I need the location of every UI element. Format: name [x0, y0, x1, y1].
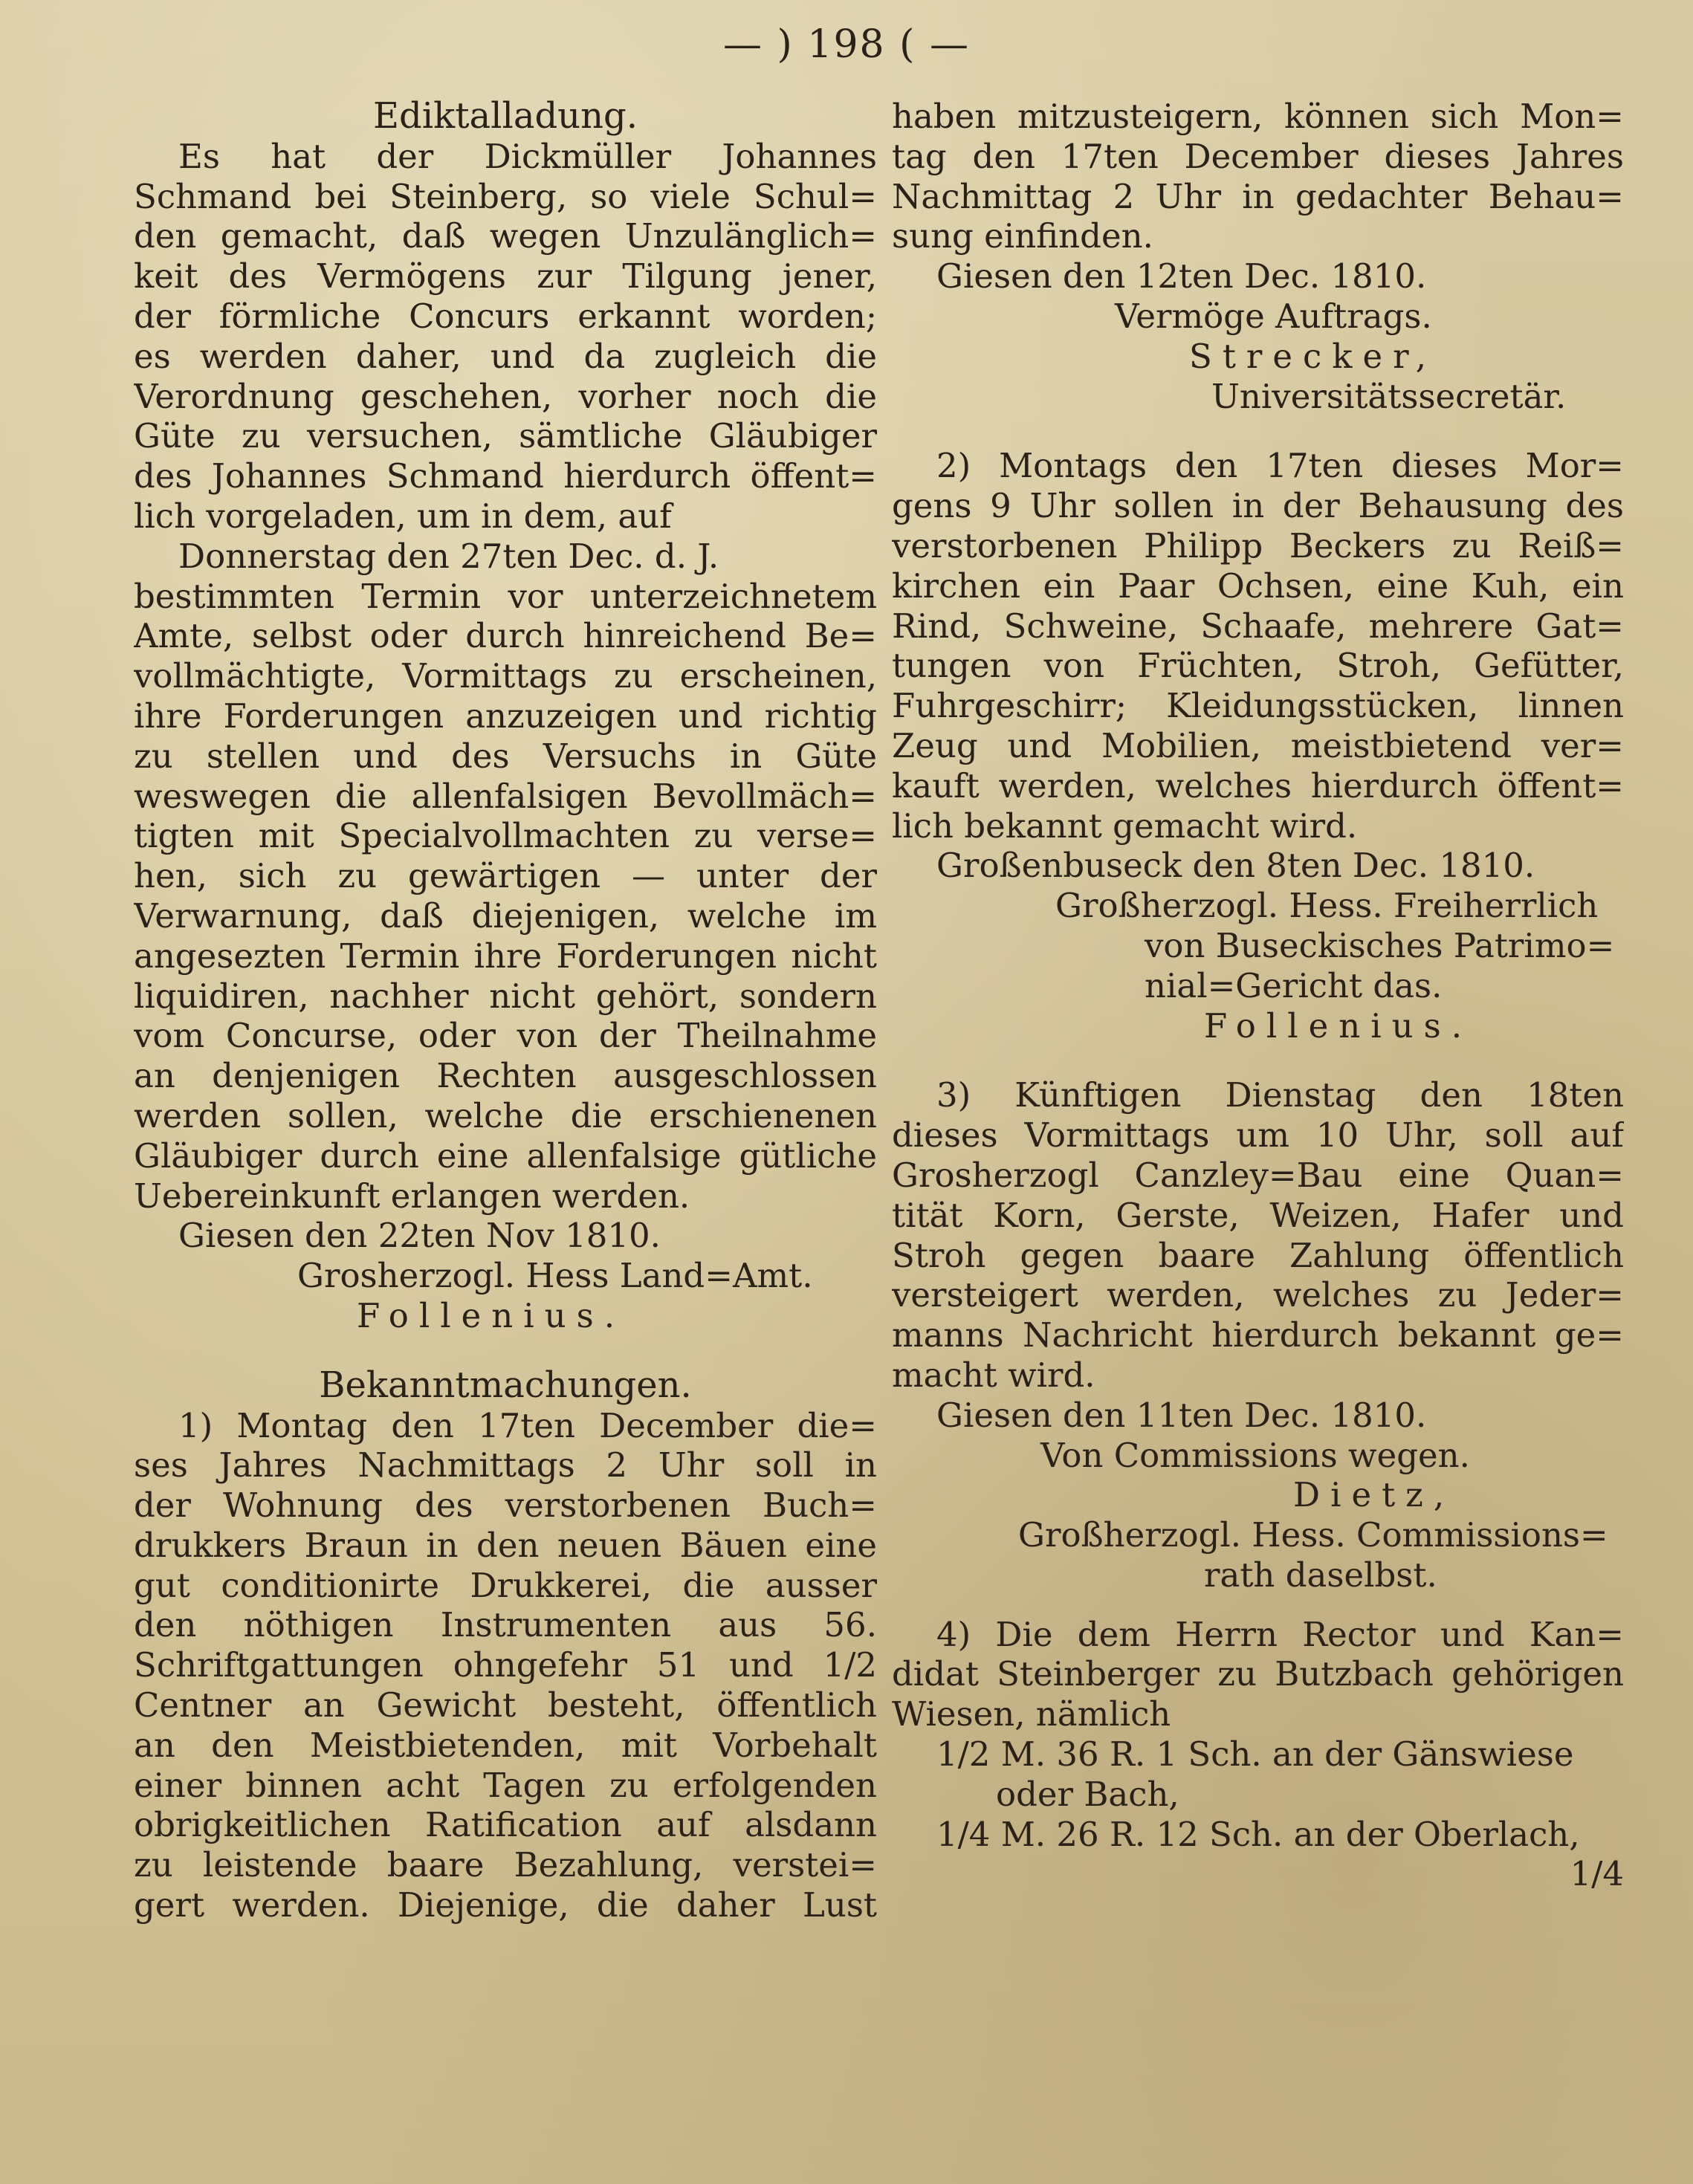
- edikt-signature: Follenius.: [357, 1295, 626, 1335]
- text-line: ihre Forderungen anzuzeigen und richtig: [134, 696, 877, 736]
- text-line: sung einfinden.: [892, 216, 1153, 256]
- text-line: keit des Vermögens zur Tilgung jener,: [134, 256, 877, 297]
- notice3-office-line: Großherzogl. Hess. Commissions=: [1018, 1515, 1608, 1555]
- text-line: der Wohnung des verstorbenen Buch=: [134, 1485, 877, 1526]
- notice3-body: [892, 1075, 1624, 1395]
- catchword: 1/4: [1570, 1854, 1624, 1894]
- text-line: Gläubiger durch eine allenfalsige gütliche: [134, 1135, 877, 1176]
- text-line: tigten mit Specialvollmachten zu verse=: [134, 816, 877, 856]
- text-line: drukkers Braun in den neuen Bäuen eine: [134, 1525, 877, 1565]
- text-line: Nachmittag 2 Uhr in gedachter Behau=: [892, 176, 1624, 216]
- text-line: Stroh gegen baare Zahlung öffentlich: [892, 1235, 1624, 1275]
- text-line: vom Concurse, oder von der Theilnahme: [134, 1016, 877, 1056]
- notice1-body: [134, 1406, 877, 1925]
- list-item: oder Bach,: [996, 1774, 1179, 1814]
- text-line: Schmand bei Steinberg, so viele Schul=: [134, 176, 877, 216]
- text-line: Zeug und Mobilien, meistbietend ver=: [892, 725, 1624, 765]
- text-line: manns Nachricht hierdurch bekannt ge=: [892, 1315, 1624, 1355]
- list-item: 1/2 M. 36 R. 1 Sch. an der Gänswiese: [936, 1734, 1574, 1775]
- text-line: an denjenigen Rechten ausgeschlossen: [134, 1056, 877, 1096]
- text-line: an den Meistbietenden, mit Vorbehalt: [134, 1725, 877, 1765]
- text-line: den gemacht, daß wegen Unzulänglich=: [134, 216, 877, 256]
- text-line: weswegen die allenfalsigen Bevollmäch=: [134, 776, 877, 816]
- text-line: kauft werden, welches hierdurch öffent=: [892, 765, 1624, 806]
- text-line: verstorbenen Philipp Beckers zu Reiß=: [892, 525, 1624, 566]
- text-line: Güte zu versuchen, sämtliche Gläubiger: [134, 416, 877, 456]
- text-line: tität Korn, Gerste, Weizen, Hafer und: [892, 1195, 1624, 1235]
- text-line: liquidiren, nachher nicht gehört, sondern: [134, 976, 877, 1016]
- text-line: versteigert werden, welches zu Jeder=: [892, 1275, 1624, 1315]
- edikt-authority: Grosherzogl. Hess Land=Amt.: [297, 1256, 813, 1296]
- text-line: ses Jahres Nachmittags 2 Uhr soll in: [134, 1445, 877, 1485]
- text-line: Verwarnung, daß diejenigen, welche im: [134, 895, 877, 936]
- list-item: 1/4 M. 26 R. 12 Sch. an der Oberlach,: [936, 1814, 1580, 1854]
- text-line: gut conditionirte Drukkerei, die ausser: [134, 1565, 877, 1605]
- text-line: 2) Montags den 17ten dieses Mor=: [936, 446, 1624, 486]
- text-line: Amte, selbst oder durch hinreichend Be=: [134, 616, 877, 656]
- spacer: [134, 1336, 877, 1366]
- text-line: Es hat der Dickmüller Johannes: [178, 136, 877, 176]
- notice4-body: [892, 1615, 1624, 1895]
- text-line: obrigkeitlichen Ratification auf alsdann: [134, 1805, 877, 1845]
- text-line: macht wird.: [892, 1355, 1095, 1395]
- text-line: angesezten Termin ihre Forderungen nicht: [134, 936, 877, 976]
- text-line: Rind, Schweine, Schaafe, mehrere Gat=: [892, 606, 1624, 646]
- notice2-authority-line: von Buseckisches Patrimo=: [1145, 925, 1615, 965]
- text-line: des Johannes Schmand hierdurch öffent=: [134, 456, 877, 496]
- text-line: kirchen ein Paar Ochsen, eine Kuh, ein: [892, 566, 1624, 606]
- notice1-authority: Vermöge Auftrags.: [1115, 296, 1432, 336]
- text-line: 4) Die dem Herrn Rector und Kan=: [936, 1614, 1624, 1654]
- notice3-date: Giesen den 11ten Dec. 1810.: [936, 1395, 1427, 1435]
- right-column: [892, 97, 1624, 1894]
- page-number: — ) 198 ( —: [723, 22, 970, 67]
- text-line: zu stellen und des Versuchs in Güte: [134, 736, 877, 776]
- text-line: tungen von Früchten, Stroh, Gefütter,: [892, 646, 1624, 686]
- notice1-continuation: [892, 97, 1624, 256]
- text-line: zu leistende baare Bezahlung, verstei=: [134, 1845, 877, 1885]
- notice2-authority-line: Großherzogl. Hess. Freiherrlich: [1055, 886, 1599, 926]
- text-line: Uebereinkunft erlangen werden.: [134, 1176, 690, 1216]
- notice1-date: Giesen den 12ten Dec. 1810.: [936, 256, 1427, 297]
- notice2-body: [892, 446, 1624, 846]
- edikt-title: Ediktalladung.: [373, 97, 638, 137]
- text-line: der förmliche Concurs erkannt worden;: [134, 296, 877, 336]
- text-line: hen, sich zu gewärtigen — unter der: [134, 856, 877, 896]
- notice1-signature: Strecker,: [1189, 336, 1437, 376]
- text-line: Schriftgattungen ohngefehr 51 und 1/2: [134, 1645, 877, 1685]
- text-line: den nöthigen Instrumenten aus 56.: [134, 1605, 877, 1645]
- text-line: Donnerstag den 27ten Dec. d. J.: [178, 536, 719, 576]
- spacer: [892, 1595, 1624, 1615]
- text-line: gens 9 Uhr sollen in der Behausung des: [892, 486, 1624, 526]
- text-line: gert werden. Diejenige, die daher Lust: [134, 1885, 877, 1925]
- left-column: [134, 97, 877, 1925]
- notice3-authority: Von Commissions wegen.: [1040, 1435, 1470, 1475]
- text-line: Fuhrgeschirr; Kleidungsstücken, linnen: [892, 686, 1624, 726]
- text-line: didat Steinberger zu Butzbach gehörigen: [892, 1654, 1624, 1694]
- spacer: [892, 1046, 1624, 1075]
- text-line: Centner an Gewicht besteht, öffentlich: [134, 1685, 877, 1726]
- text-line: dieses Vormittags um 10 Uhr, soll auf: [892, 1115, 1624, 1156]
- notice3-signature: Dietz,: [1293, 1475, 1455, 1515]
- notice2-date: Großenbuseck den 8ten Dec. 1810.: [936, 846, 1535, 886]
- text-line: 3) Künftigen Dienstag den 18ten: [936, 1075, 1624, 1115]
- notice2-signature: Follenius.: [1204, 1005, 1473, 1046]
- text-line: 1) Montag den 17ten December die=: [178, 1405, 877, 1445]
- notice2-authority-line: nial=Gericht das.: [1145, 965, 1443, 1005]
- notice3-office-line: rath daselbst.: [1204, 1555, 1437, 1595]
- text-line: lich vorgeladen, um in dem, auf: [134, 496, 672, 536]
- edikt-body: [134, 137, 877, 1216]
- text-line: haben mitzusteigern, können sich Mon=: [892, 97, 1624, 136]
- text-line: vollmächtigte, Vormittags zu erscheinen,: [134, 656, 877, 696]
- spacer: [892, 416, 1624, 446]
- text-line: bestimmten Termin vor unterzeichnetem: [134, 576, 877, 616]
- text-line: Verordnung geschehen, vorher noch die: [134, 376, 877, 416]
- text-line: Wiesen, nämlich: [892, 1694, 1171, 1734]
- edikt-date: Giesen den 22ten Nov 1810.: [178, 1216, 661, 1256]
- notice1-office: Universitätssecretär.: [1211, 376, 1567, 416]
- text-line: werden sollen, welche die erschienenen: [134, 1095, 877, 1135]
- bekanntmachungen-title: Bekanntmachungen.: [319, 1365, 692, 1406]
- text-line: lich bekannt gemacht wird.: [892, 806, 1358, 846]
- text-line: es werden daher, und da zugleich die: [134, 336, 877, 376]
- text-line: tag den 17ten December dieses Jahres: [892, 136, 1624, 176]
- text-line: Grosherzogl Canzley=Bau eine Quan=: [892, 1155, 1624, 1195]
- text-line: einer binnen acht Tagen zu erfolgenden: [134, 1765, 877, 1805]
